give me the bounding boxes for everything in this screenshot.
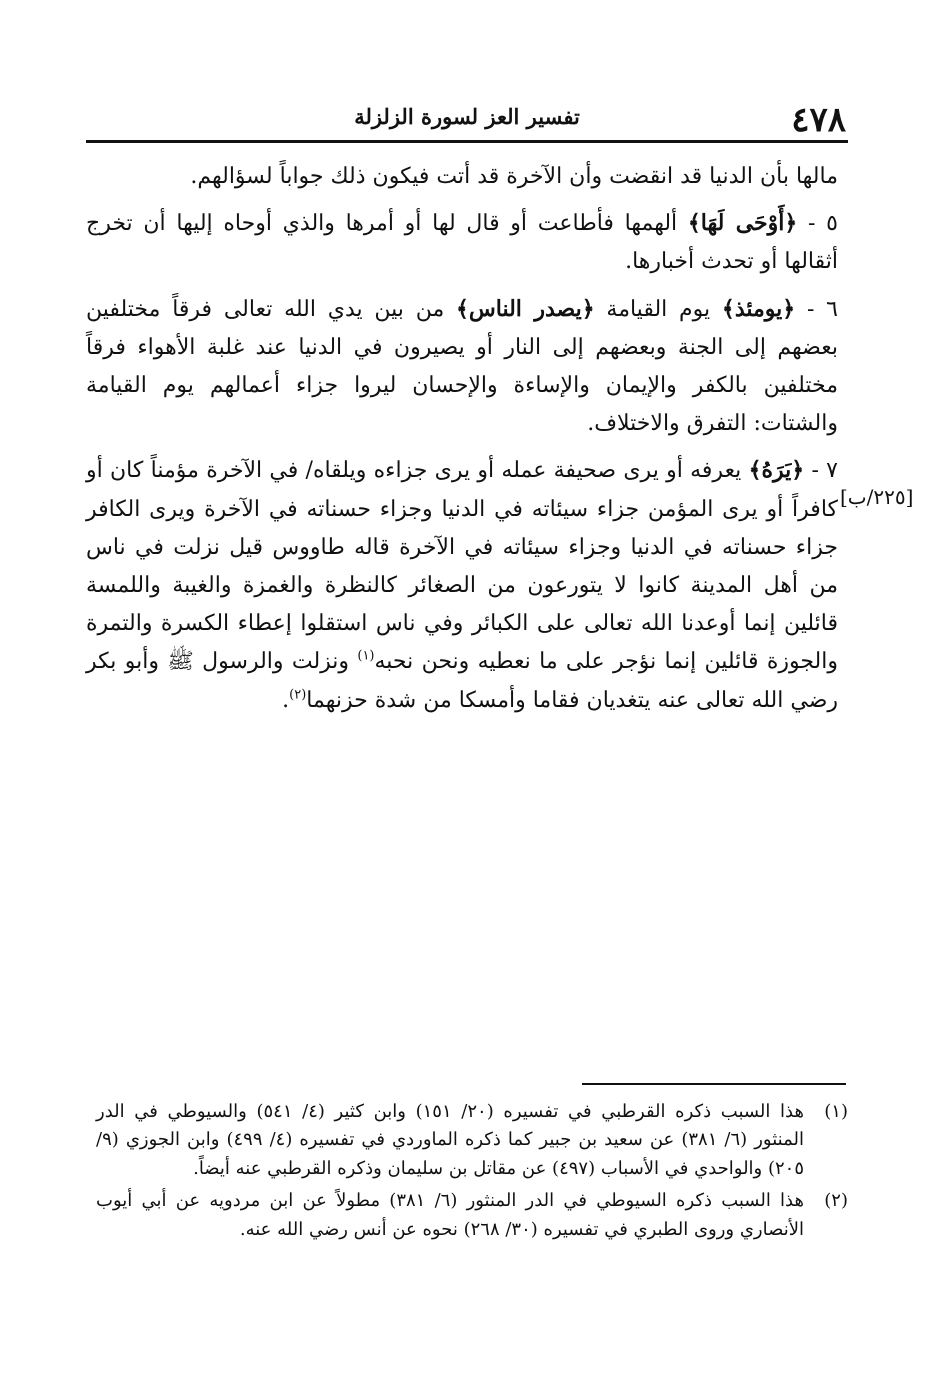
footnote-separator — [582, 1083, 846, 1085]
manuscript-folio-note: [٢٢٥/ب] — [840, 485, 914, 509]
footnote-reference: (٢) — [289, 687, 307, 703]
text-segment: يوم القيامة — [594, 296, 722, 322]
quran-verse: ﴿يَرَهُ﴾ — [748, 457, 805, 484]
footnote-marker: (٢) — [824, 1190, 848, 1212]
paragraph — [86, 290, 838, 444]
quran-verse: ﴿يومئذ﴾ — [721, 295, 796, 322]
footnote-text: هذا السبب ذكره القرطبي في تفسيره (٢٠/ ١٥١) وابن كثير (٤/ ٥٤١) والسيوطي في الدر المنثور (٦/ ٣٨١) عن سعيد بن جبير كما ذكره الماوردي في تفسيره (٤/ ٤٩٩) وابن الجوزي (٩/ ٢٠٥) والواحدي في الأسباب (٤٩٧) عن مقاتل بن سليمان وذكره القرطبي عنه أيضاً. — [96, 1101, 804, 1179]
page-number: ٤٧٨ — [791, 100, 846, 140]
footnote-text: هذا السبب ذكره السيوطي في الدر المنثور (٦/ ٣٨١) مطولاً عن ابن مردويه عن أبي أيوب الأنصاري وروى الطبري في تفسيره (٣٠/ ٢٦٨) نحوه عن أنس رضي الله عنه. — [96, 1190, 805, 1240]
page-header — [86, 100, 848, 143]
body-text — [86, 158, 838, 728]
text-segment: ٦ - — [795, 296, 838, 322]
quran-verse: ﴿يصدر الناس﴾ — [456, 295, 595, 322]
text-segment: يعرفه أو يرى صحيفة عمله أو يرى جزاءه ويلقاه/ في الآخرة مؤمناً كان أو كافراً أو يرى المؤمن جزاء سيئاته في الدنيا وجزاء حسناته في الآخرة ويرى الكافر جزاء حسناته في الدنيا وجزاء سيئاته في الآخرة قاله طاووس قيل نزلت في ناس من أهل المدينة كانوا لا يتورعون من الصغائر كالنظرة والغمزة والغيبة واللمسة قائلين إنما أوعدنا الله تعالى على الكبائر وفي ناس استقلوا إعطاء الكسرة والتمرة والجوزة قائلين إنما نؤجر على ما نعطيه ونحن نحبه — [86, 458, 838, 675]
running-title: تفسير العز لسورة الزلزلة — [354, 104, 580, 129]
text-segment: مالها بأن الدنيا قد انقضت وأن الآخرة قد أتت فيكون ذلك جواباً لسؤالهم. — [190, 164, 838, 189]
footnote-marker: (١) — [824, 1101, 848, 1122]
text-segment: ٥ - — [797, 211, 838, 237]
paragraph — [86, 451, 838, 719]
text-segment: ونزلت والرسول ﷺ وأبو بكر رضي الله تعالى عنه يتغديان فقاما وأمسكا من شدة حزنهما — [86, 649, 838, 713]
paragraph — [86, 158, 838, 196]
text-segment: ألهمها فأطاعت أو قال لها أو أمرها والذي أوحاه إليها أن تخرج أثقالها أو تحدث أخبارها. — [86, 211, 838, 275]
footnote — [96, 1187, 848, 1244]
footnote-reference: (١) — [357, 649, 375, 665]
footnotes — [96, 1098, 848, 1248]
text-segment: ٧ - — [804, 458, 838, 484]
text-segment: من بين يدي الله تعالى فرقاً مختلفين بعضهم إلى الجنة وبعضهم إلى النار أو يصيرون في الدنيا عند غلبة الأهواء فرقاً مختلفين بالكفر والإيمان والإساءة والإحسان ليروا جزاء أعمالهم يوم القيامة والشتات: التفرق والاختلاف. — [86, 296, 838, 437]
quran-verse: ﴿أَوْحَى لَهَا﴾ — [687, 210, 798, 237]
paragraph — [86, 204, 838, 281]
footnote — [96, 1098, 848, 1183]
text-segment: . — [282, 687, 290, 713]
